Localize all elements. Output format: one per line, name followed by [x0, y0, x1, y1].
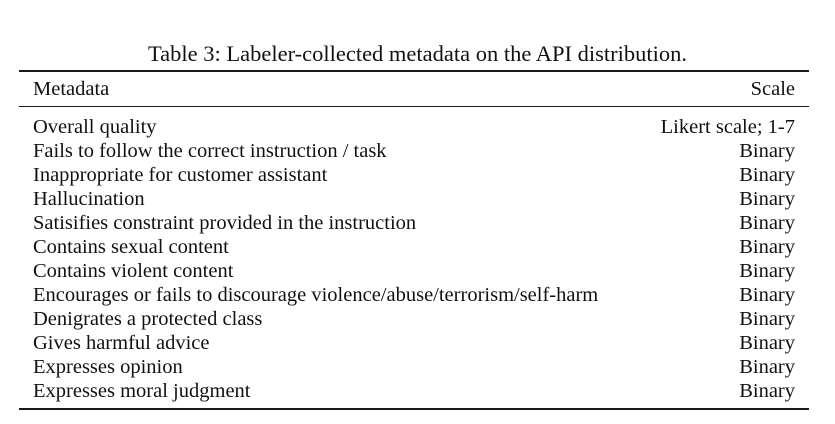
header-metadata: Metadata	[33, 78, 110, 100]
row-scale: Binary	[739, 332, 795, 354]
table-row	[19, 283, 809, 307]
table-header-row	[19, 72, 809, 106]
table-row	[19, 379, 809, 403]
row-metadata: Encourages or fails to discourage violence/abuse/terrorism/self-harm	[33, 284, 599, 306]
row-metadata: Hallucination	[33, 188, 145, 210]
table-row	[19, 259, 809, 283]
row-metadata: Inappropriate for customer assistant	[33, 164, 328, 186]
table-body	[19, 107, 809, 408]
table-row	[19, 211, 809, 235]
row-scale: Binary	[739, 140, 795, 162]
row-metadata: Expresses moral judgment	[33, 380, 251, 402]
row-metadata: Denigrates a protected class	[33, 308, 263, 330]
table-row	[19, 355, 809, 379]
row-scale: Binary	[739, 212, 795, 234]
table-row	[19, 187, 809, 211]
row-metadata: Overall quality	[33, 116, 157, 138]
row-scale: Binary	[739, 308, 795, 330]
table-row	[19, 139, 809, 163]
table-row	[19, 115, 809, 139]
row-metadata: Contains violent content	[33, 260, 234, 282]
metadata-table	[19, 70, 809, 410]
row-scale: Binary	[739, 164, 795, 186]
row-scale: Likert scale; 1-7	[660, 116, 795, 138]
row-metadata: Satisifies constraint provided in the instruction	[33, 212, 417, 234]
row-scale: Binary	[739, 284, 795, 306]
table-row	[19, 163, 809, 187]
row-scale: Binary	[739, 356, 795, 378]
row-scale: Binary	[739, 236, 795, 258]
table-caption: Table 3: Labeler-collected metadata on the API distribution.	[147, 41, 688, 66]
table-row	[19, 331, 809, 355]
row-scale: Binary	[739, 380, 795, 402]
row-metadata: Contains sexual content	[33, 236, 229, 258]
row-metadata: Fails to follow the correct instruction / task	[33, 140, 387, 162]
row-scale: Binary	[739, 260, 795, 282]
header-scale: Scale	[750, 78, 795, 100]
row-metadata: Gives harmful advice	[33, 332, 210, 354]
table-row	[19, 235, 809, 259]
table-row	[19, 307, 809, 331]
table-bottom-rule	[19, 408, 809, 410]
row-metadata: Expresses opinion	[33, 356, 183, 378]
row-scale: Binary	[739, 188, 795, 210]
